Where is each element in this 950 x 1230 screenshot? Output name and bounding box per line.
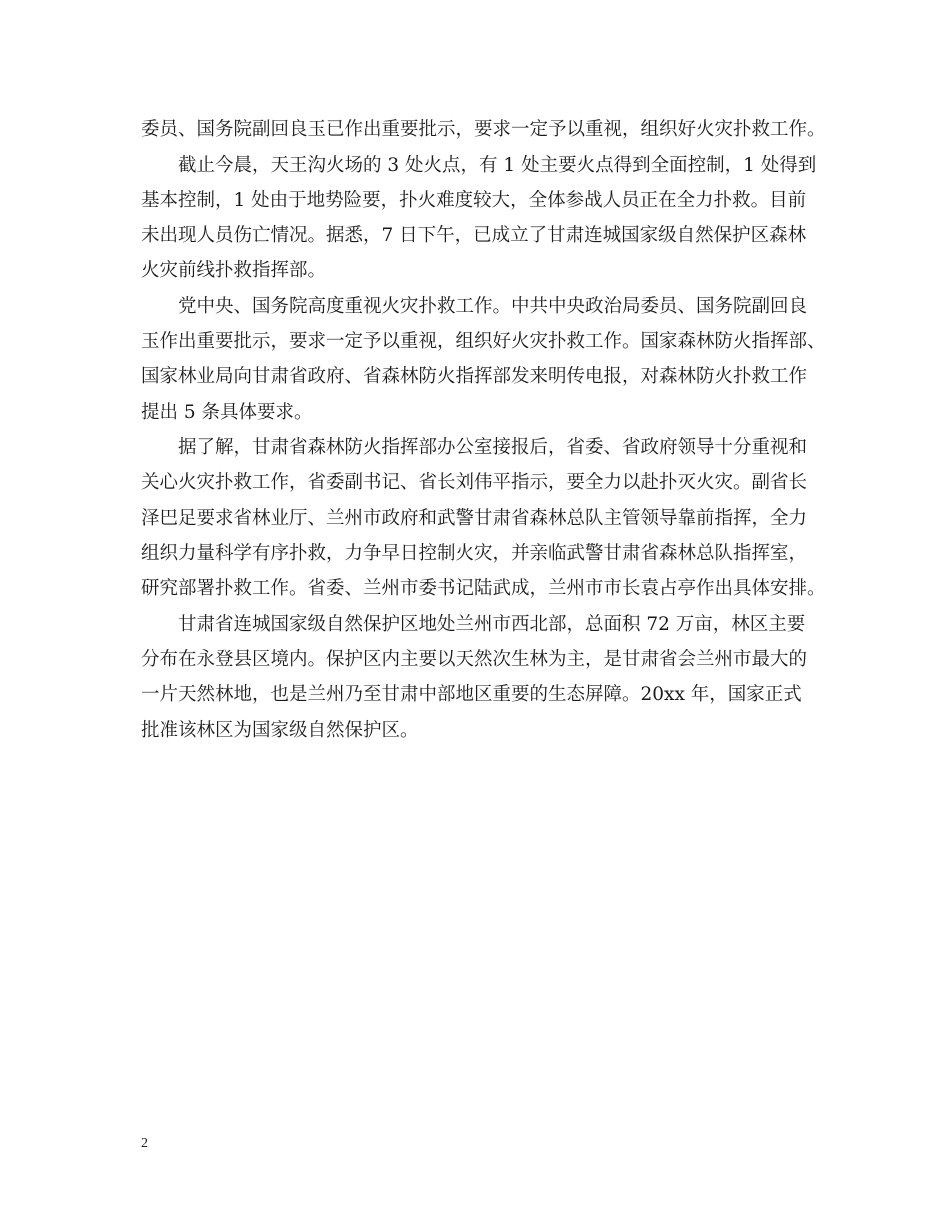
text-line: 玉作出重要批示，要求一定予以重视，组织好火灾扑救工作。国家森林防火指挥部、 (141, 331, 826, 352)
page-number: 2 (141, 1136, 148, 1151)
text-line: 国家林业局向甘肃省政府、省森林防火指挥部发来明传电报，对森林防火扑救工作 (141, 366, 808, 387)
text-line: 分布在永登县区境内。保护区内主要以天然次生林为主，是甘肃省会兰州市最大的 (141, 649, 808, 670)
text-line: 泽巴足要求省林业厅、兰州市政府和武警甘肃省森林总队主管领导靠前指挥，全力 (141, 508, 808, 529)
text-line: 火灾前线扑救指挥部。 (141, 260, 327, 281)
text-line: 甘肃省连城国家级自然保护区地处兰州市西北部，总面积 72 万亩，林区主要 (178, 614, 806, 635)
text-line: 未出现人员伤亡情况。据悉，7 日下午，已成立了甘肃连城国家级自然保护区森林 (141, 225, 807, 246)
text-line: 党中央、国务院高度重视火灾扑救工作。中共中央政治局委员、国务院副回良 (178, 296, 808, 317)
text-line: 据了解，甘肃省森林防火指挥部办公室接报后，省委、省政府领导十分重视和 (178, 437, 808, 458)
text-line: 批准该林区为国家级自然保护区。 (141, 720, 419, 741)
text-line: 基本控制，1 处由于地势险要，扑火难度较大，全体参战人员正在全力扑救。目前 (141, 190, 807, 211)
text-line: 一片天然林地，也是兰州乃至甘肃中部地区重要的生态屏障。20xx 年，国家正式 (141, 684, 802, 705)
text-line: 关心火灾扑救工作，省委副书记、省长刘伟平指示，要全力以赴扑灭火灾。副省长 (141, 472, 808, 493)
text-line: 提出 5 条具体要求。 (141, 402, 313, 423)
text-line: 截止今晨，天王沟火场的 3 处火点，有 1 处主要火点得到全面控制，1 处得到 (178, 155, 817, 176)
text-line: 研究部署扑救工作。省委、兰州市委书记陆武成，兰州市市长袁占亭作出具体安排。 (141, 578, 826, 599)
text-line: 委员、国务院副回良玉已作出重要批示，要求一定予以重视，组织好火灾扑救工作。 (141, 119, 826, 140)
text-line: 组织力量科学有序扑救，力争早日控制火灾，并亲临武警甘肃省森林总队指挥室， (141, 543, 808, 564)
